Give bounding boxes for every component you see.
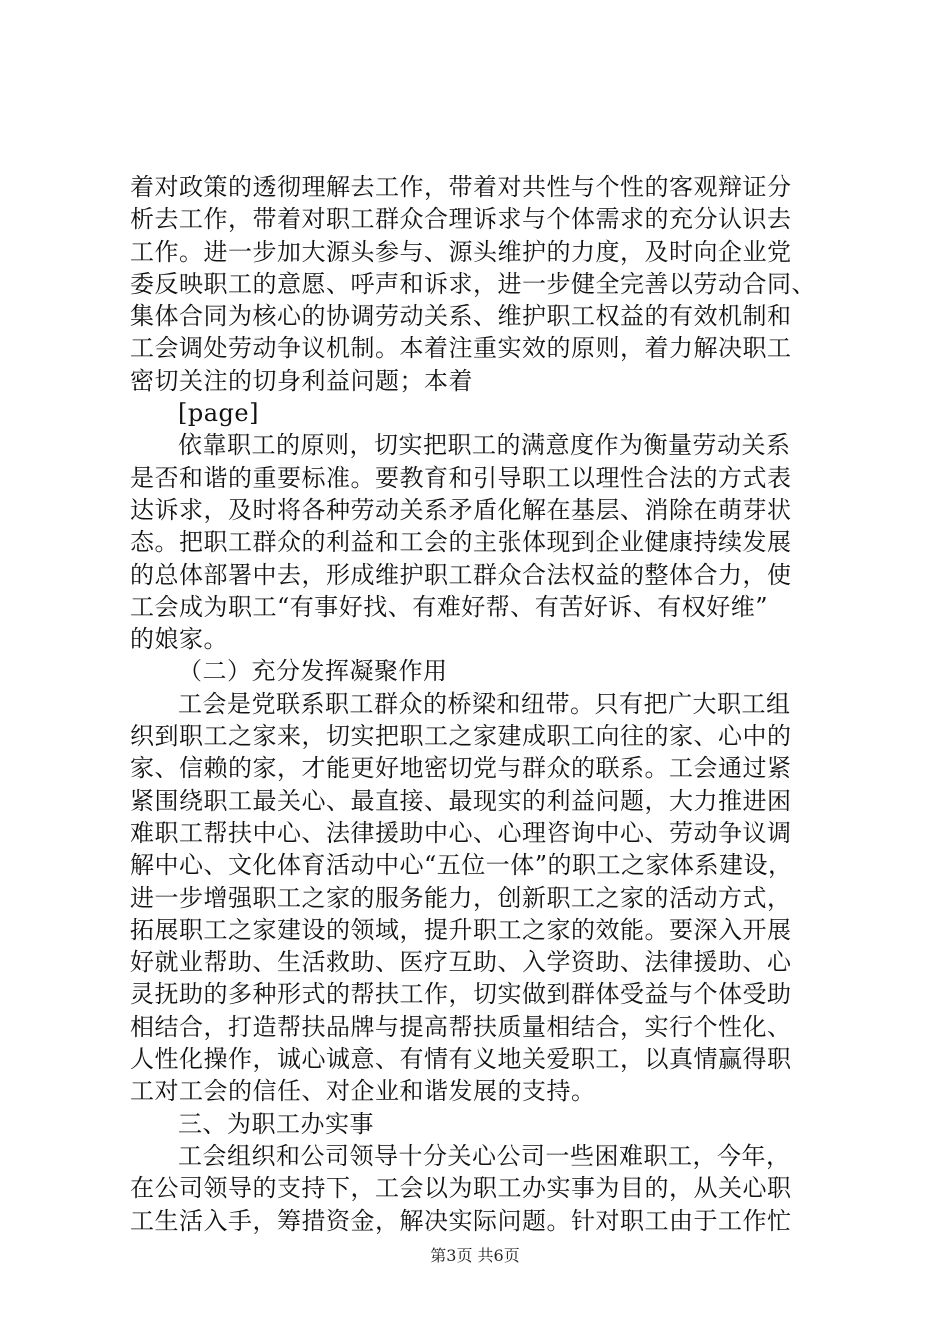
text-line: 相结合，打造帮扶品牌与提高帮扶质量相结合，实行个性化、	[130, 1012, 792, 1041]
text-line: 难职工帮扶中心、法律援助中心、心理咨询中心、劳动争议调	[130, 818, 792, 847]
text-line: 进一步增强职工之家的服务能力，创新职工之家的活动方式，	[130, 883, 792, 912]
text-line: 是否和谐的重要标准。要教育和引导职工以理性合法的方式表	[130, 463, 792, 492]
text-line: 析去工作，带着对职工群众合理诉求与个体需求的充分认识去	[130, 205, 792, 234]
text-line: 态。把职工群众的利益和工会的主张体现到企业健康持续发展	[130, 528, 792, 557]
text-line: 工会组织和公司领导十分关心公司一些困难职工，今年，	[178, 1141, 791, 1170]
text-line: 密切关注的切身利益问题；本着	[130, 366, 473, 395]
text-line: 织到职工之家来，切实把职工之家建成职工向往的家、心中的	[130, 722, 792, 751]
text-line: 的娘家。	[130, 625, 228, 654]
text-line: 人性化操作，诚心诚意、有情有义地关爱职工，以真情赢得职	[130, 1045, 792, 1074]
text-line: 依靠职工的原则，切实把职工的满意度作为衡量劳动关系	[178, 431, 791, 460]
text-line: 工对工会的信任、对企业和谐发展的支持。	[130, 1077, 596, 1106]
text-line: 好就业帮助、生活救助、医疗互助、入学资助、法律援助、心	[130, 948, 792, 977]
text-line: 紧围绕职工最关心、最直接、最现实的利益问题，大力推进困	[130, 786, 792, 815]
text-line: 集体合同为核心的协调劳动关系、维护职工权益的有效机制和	[130, 302, 792, 331]
text-line: 委反映职工的意愿、呼声和诉求，进一步健全完善以劳动合同、	[130, 269, 816, 298]
text-line: 工会调处劳动争议机制。本着注重实效的原则，着力解决职工	[130, 334, 792, 363]
text-line: 的总体部署中去，形成维护职工群众合法权益的整体合力，使	[130, 560, 792, 589]
text-line: 在公司领导的支持下，工会以为职工办实事为目的，从关心职	[130, 1174, 792, 1203]
text-line: 三、为职工办实事	[178, 1109, 374, 1138]
text-line: 工会成为职工“有事好找、有难好帮、有苦好诉、有权好维”	[130, 592, 769, 621]
text-line: 家、信赖的家，才能更好地密切党与群众的联系。工会通过紧	[130, 754, 792, 783]
text-line: 着对政策的透彻理解去工作，带着对共性与个性的客观辩证分	[130, 173, 792, 201]
text-line: [page]	[178, 399, 259, 428]
text-line: 解中心、文化体育活动中心“五位一体”的职工之家体系建设，	[130, 851, 793, 880]
text-line: 工作。进一步加大源头参与、源头维护的力度，及时向企业党	[130, 237, 792, 266]
text-line: 工生活入手，筹措资金，解决实际问题。针对职工由于工作忙	[130, 1206, 792, 1235]
text-line: 拓展职工之家建设的领域，提升职工之家的效能。要深入开展	[130, 915, 792, 944]
text-line: 灵抚助的多种形式的帮扶工作，切实做到群体受益与个体受助	[130, 980, 792, 1009]
text-line: 达诉求，及时将各种劳动关系矛盾化解在基层、消除在萌芽状	[130, 495, 792, 524]
body-text	[130, 171, 830, 1237]
page-footer: 第3页 共6页	[430, 1246, 520, 1265]
text-line: （二）充分发挥凝聚作用	[178, 657, 448, 686]
text-line: 工会是党联系职工群众的桥梁和纽带。只有把广大职工组	[178, 689, 791, 718]
